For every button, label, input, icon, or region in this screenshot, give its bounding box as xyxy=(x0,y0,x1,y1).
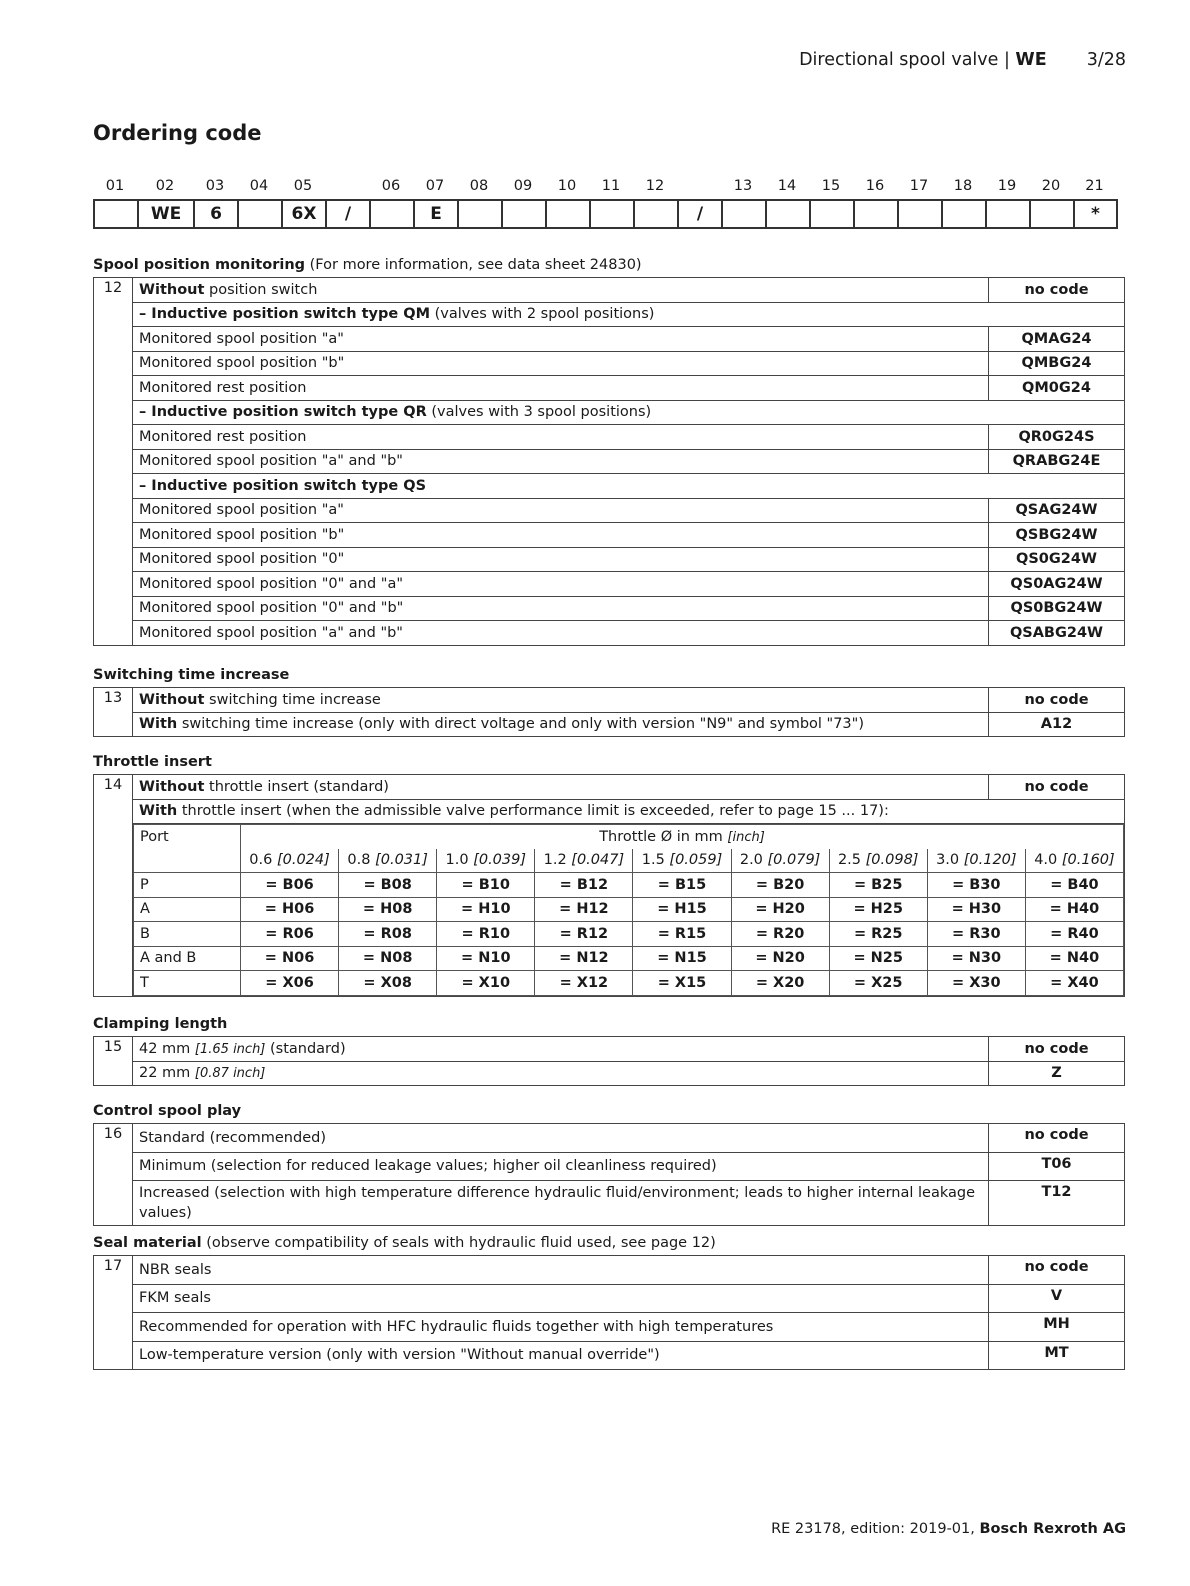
throttle-code: = N10 xyxy=(437,946,535,971)
throttle-code: = X20 xyxy=(731,971,829,996)
position-number: 11 xyxy=(601,178,621,194)
option-description: Monitored spool position "a" xyxy=(133,327,989,352)
throttle-code: = N40 xyxy=(1025,946,1123,971)
ordering-code-strip xyxy=(93,178,1118,229)
port-name: T xyxy=(134,971,241,996)
throttle-code: = B06 xyxy=(241,873,339,898)
option-description: Without position switch xyxy=(133,278,989,303)
throttle-code-table xyxy=(133,824,1124,996)
code-box xyxy=(635,201,679,227)
table-row xyxy=(134,873,1124,898)
option-description: FKM seals xyxy=(133,1284,989,1313)
position-number: 08 xyxy=(469,178,489,194)
option-code: QSABG24W xyxy=(989,621,1125,646)
table-row xyxy=(94,1256,1125,1285)
option-number: 16 xyxy=(94,1124,133,1226)
position-number: 12 xyxy=(645,178,665,194)
section-clamping-length xyxy=(93,1014,1125,1086)
throttle-code: = X12 xyxy=(535,971,633,996)
option-code: QRABG24E xyxy=(989,449,1125,474)
throttle-code: = H12 xyxy=(535,897,633,922)
option-code: QR0G24S xyxy=(989,425,1125,450)
option-description: With switching time increase (only with direct voltage and only with version "N9" and symbol "73") xyxy=(133,712,989,737)
option-description: Increased (selection with high temperature difference hydraulic fluid/environment; leads to higher internal leakage values) xyxy=(133,1181,989,1226)
option-code: MT xyxy=(989,1341,1125,1370)
diameter-value: 1.2 [0.047] xyxy=(535,849,633,873)
table-row xyxy=(134,971,1124,996)
position-number: 21 xyxy=(1085,178,1104,194)
throttle-table xyxy=(93,774,1125,997)
throttle-code: = H06 xyxy=(241,897,339,922)
table-row xyxy=(134,825,1124,849)
diameter-value: 1.0 [0.039] xyxy=(437,849,535,873)
option-group-heading: – Inductive position switch type QR (valves with 3 spool positions) xyxy=(133,400,1125,425)
option-description: Monitored spool position "0" and "b" xyxy=(133,596,989,621)
position-number xyxy=(677,178,721,199)
code-box xyxy=(371,201,415,227)
option-number: 15 xyxy=(94,1037,133,1086)
throttle-code: = H08 xyxy=(339,897,437,922)
port-name: B xyxy=(134,922,241,947)
option-group-heading: – Inductive position switch type QS xyxy=(133,474,1125,499)
table-row xyxy=(94,449,1125,474)
throttle-code: = H20 xyxy=(731,897,829,922)
throttle-code: = X40 xyxy=(1025,971,1123,996)
table-row xyxy=(94,327,1125,352)
code-box: 6 xyxy=(195,201,239,227)
throttle-code: = N08 xyxy=(339,946,437,971)
throttle-code: = R25 xyxy=(829,922,927,947)
throttle-code: = X15 xyxy=(633,971,731,996)
code-box xyxy=(855,201,899,227)
option-code: QS0BG24W xyxy=(989,596,1125,621)
option-code: QSAG24W xyxy=(989,498,1125,523)
table-row xyxy=(94,474,1125,499)
table-row xyxy=(94,824,1125,997)
option-code: T06 xyxy=(989,1152,1125,1181)
diameter-value: 0.6 [0.024] xyxy=(241,849,339,873)
option-description: Monitored spool position "a" and "b" xyxy=(133,449,989,474)
table-row xyxy=(134,946,1124,971)
document-title: Directional spool valve | WE xyxy=(799,50,1047,70)
throttle-code: = X10 xyxy=(437,971,535,996)
option-code: A12 xyxy=(989,712,1125,737)
position-number: 10 xyxy=(557,178,577,194)
position-number: 14 xyxy=(777,178,797,194)
section-title: Throttle insert xyxy=(93,754,212,770)
throttle-code: = B40 xyxy=(1025,873,1123,898)
diameter-value: 4.0 [0.160] xyxy=(1025,849,1123,873)
option-description: Minimum (selection for reduced leakage values; higher oil cleanliness required) xyxy=(133,1152,989,1181)
option-code: no code xyxy=(989,1256,1125,1285)
code-box xyxy=(503,201,547,227)
diameter-value: 0.8 [0.031] xyxy=(339,849,437,873)
code-box xyxy=(239,201,283,227)
option-code: no code xyxy=(989,775,1125,800)
throttle-code: = R10 xyxy=(437,922,535,947)
position-number: 07 xyxy=(425,178,445,194)
option-group-heading: – Inductive position switch type QM (valves with 2 spool positions) xyxy=(133,302,1125,327)
option-code: MH xyxy=(989,1313,1125,1342)
table-row xyxy=(94,1181,1125,1226)
code-box xyxy=(899,201,943,227)
table-row xyxy=(94,498,1125,523)
table-row xyxy=(94,1313,1125,1342)
throttle-code: = B15 xyxy=(633,873,731,898)
ordering-code-positions xyxy=(93,178,1118,199)
table-row xyxy=(94,376,1125,401)
position-number: 01 xyxy=(105,178,125,194)
throttle-code: = H40 xyxy=(1025,897,1123,922)
code-box: * xyxy=(1075,201,1118,227)
table-row xyxy=(94,621,1125,646)
table-row xyxy=(94,799,1125,824)
option-code: QM0G24 xyxy=(989,376,1125,401)
option-description: Monitored spool position "0" and "a" xyxy=(133,572,989,597)
throttle-code: = R06 xyxy=(241,922,339,947)
code-box: E xyxy=(415,201,459,227)
table-row xyxy=(94,351,1125,376)
option-description: Monitored spool position "a" xyxy=(133,498,989,523)
option-code: QSBG24W xyxy=(989,523,1125,548)
option-number: 14 xyxy=(94,775,133,997)
table-row xyxy=(94,712,1125,737)
option-code: QMBG24 xyxy=(989,351,1125,376)
throttle-code: = N30 xyxy=(927,946,1025,971)
table-row xyxy=(94,523,1125,548)
option-code: Z xyxy=(989,1061,1125,1086)
throttle-code: = N12 xyxy=(535,946,633,971)
diameter-value: 1.5 [0.059] xyxy=(633,849,731,873)
diameter-value: 3.0 [0.120] xyxy=(927,849,1025,873)
option-code: no code xyxy=(989,1037,1125,1062)
throttle-code: = B30 xyxy=(927,873,1025,898)
option-description: Low-temperature version (only with version "Without manual override") xyxy=(133,1341,989,1370)
code-box xyxy=(987,201,1031,227)
code-box xyxy=(591,201,635,227)
port-name: A xyxy=(134,897,241,922)
position-number: 16 xyxy=(865,178,885,194)
page-title: Ordering code xyxy=(93,121,262,145)
option-description: Recommended for operation with HFC hydraulic fluids together with high temperatures xyxy=(133,1313,989,1342)
position-number: 17 xyxy=(909,178,929,194)
section-spool-position-monitoring xyxy=(93,255,1125,646)
page-number: 3/28 xyxy=(1086,50,1126,70)
position-number: 19 xyxy=(997,178,1017,194)
option-code: no code xyxy=(989,278,1125,303)
table-row xyxy=(94,1341,1125,1370)
page-footer: RE 23178, edition: 2019-01, Bosch Rexroth AG xyxy=(771,1521,1126,1537)
table-row xyxy=(94,688,1125,713)
throttle-code: = X06 xyxy=(241,971,339,996)
throttle-code: = R20 xyxy=(731,922,829,947)
position-number: 05 xyxy=(293,178,313,194)
table-row xyxy=(94,775,1125,800)
position-number: 02 xyxy=(155,178,175,194)
table-row xyxy=(94,278,1125,303)
table-row xyxy=(94,1124,1125,1153)
option-description: Standard (recommended) xyxy=(133,1124,989,1153)
port-header: Port xyxy=(134,825,241,849)
option-description: Monitored spool position "0" xyxy=(133,547,989,572)
option-code: V xyxy=(989,1284,1125,1313)
position-number: 04 xyxy=(249,178,269,194)
throttle-code: = H15 xyxy=(633,897,731,922)
code-box xyxy=(547,201,591,227)
code-box xyxy=(723,201,767,227)
throttle-code: = B20 xyxy=(731,873,829,898)
position-number: 20 xyxy=(1041,178,1061,194)
option-description: 22 mm [0.87 inch] xyxy=(133,1061,989,1086)
code-box: 6X xyxy=(283,201,327,227)
section-control-spool-play xyxy=(93,1101,1125,1226)
throttle-code: = B08 xyxy=(339,873,437,898)
diameter-value: 2.0 [0.079] xyxy=(731,849,829,873)
position-number xyxy=(325,178,369,199)
spool-monitoring-table xyxy=(93,277,1125,646)
throttle-code: = N06 xyxy=(241,946,339,971)
position-number: 03 xyxy=(205,178,225,194)
table-row xyxy=(94,302,1125,327)
throttle-code: = N25 xyxy=(829,946,927,971)
option-description: 42 mm [1.65 inch] (standard) xyxy=(133,1037,989,1062)
section-title: Switching time increase xyxy=(93,667,290,683)
throttle-code: = X25 xyxy=(829,971,927,996)
code-box xyxy=(1031,201,1075,227)
table-row xyxy=(94,425,1125,450)
table-row xyxy=(94,1037,1125,1062)
section-title: Seal material (observe compatibility of seals with hydraulic fluid used, see page 12) xyxy=(93,1235,716,1251)
diameter-header: Throttle Ø in mm [inch] xyxy=(241,825,1124,849)
code-box xyxy=(943,201,987,227)
option-description: Monitored rest position xyxy=(133,376,989,401)
option-code: no code xyxy=(989,688,1125,713)
throttle-code: = R12 xyxy=(535,922,633,947)
switching-time-table xyxy=(93,687,1125,737)
port-name: P xyxy=(134,873,241,898)
code-box: / xyxy=(679,201,723,227)
throttle-code: = B10 xyxy=(437,873,535,898)
throttle-code: = R15 xyxy=(633,922,731,947)
option-description: Without switching time increase xyxy=(133,688,989,713)
control-spool-play-table xyxy=(93,1123,1125,1226)
position-number: 13 xyxy=(733,178,753,194)
table-row xyxy=(94,572,1125,597)
table-row xyxy=(94,1061,1125,1086)
code-box xyxy=(811,201,855,227)
option-code: QMAG24 xyxy=(989,327,1125,352)
throttle-code: = N20 xyxy=(731,946,829,971)
throttle-code: = R30 xyxy=(927,922,1025,947)
section-title: Clamping length xyxy=(93,1016,228,1032)
option-code: QS0G24W xyxy=(989,547,1125,572)
table-row xyxy=(134,922,1124,947)
table-row xyxy=(94,547,1125,572)
code-box xyxy=(459,201,503,227)
option-code: T12 xyxy=(989,1181,1125,1226)
option-number: 13 xyxy=(94,688,133,737)
code-box: WE xyxy=(139,201,195,227)
table-row xyxy=(134,897,1124,922)
table-row xyxy=(94,1284,1125,1313)
clamping-length-table xyxy=(93,1036,1125,1086)
throttle-code: = H30 xyxy=(927,897,1025,922)
option-description: Monitored rest position xyxy=(133,425,989,450)
code-box xyxy=(95,201,139,227)
option-code: QS0AG24W xyxy=(989,572,1125,597)
position-number: 06 xyxy=(381,178,401,194)
option-number: 17 xyxy=(94,1256,133,1370)
option-code: no code xyxy=(989,1124,1125,1153)
throttle-code: = H25 xyxy=(829,897,927,922)
throttle-code: = B12 xyxy=(535,873,633,898)
throttle-code: = R08 xyxy=(339,922,437,947)
section-seal-material xyxy=(93,1233,1125,1370)
throttle-code: = N15 xyxy=(633,946,731,971)
seal-material-table xyxy=(93,1255,1125,1370)
ordering-code-boxes xyxy=(93,199,1118,229)
position-number: 15 xyxy=(821,178,841,194)
throttle-code: = B25 xyxy=(829,873,927,898)
position-number: 18 xyxy=(953,178,973,194)
code-box xyxy=(767,201,811,227)
table-row xyxy=(94,400,1125,425)
section-title: Control spool play xyxy=(93,1103,242,1119)
section-title: Spool position monitoring (For more information, see data sheet 24830) xyxy=(93,257,642,273)
table-row xyxy=(94,1152,1125,1181)
page-header xyxy=(799,50,1126,70)
section-throttle-insert xyxy=(93,752,1125,997)
option-description: Monitored spool position "a" and "b" xyxy=(133,621,989,646)
throttle-code: = R40 xyxy=(1025,922,1123,947)
option-description: NBR seals xyxy=(133,1256,989,1285)
option-description: Monitored spool position "b" xyxy=(133,523,989,548)
table-row xyxy=(94,596,1125,621)
diameter-value: 2.5 [0.098] xyxy=(829,849,927,873)
option-description: Without throttle insert (standard) xyxy=(133,775,989,800)
port-name: A and B xyxy=(134,946,241,971)
option-number: 12 xyxy=(94,278,133,646)
code-box: / xyxy=(327,201,371,227)
section-switching-time-increase xyxy=(93,665,1125,737)
throttle-code: = X08 xyxy=(339,971,437,996)
throttle-code: = X30 xyxy=(927,971,1025,996)
position-number: 09 xyxy=(513,178,533,194)
option-description: With throttle insert (when the admissible valve performance limit is exceeded, refer to page 15 ... 17): xyxy=(133,799,1125,824)
table-row xyxy=(134,849,1124,873)
option-description: Monitored spool position "b" xyxy=(133,351,989,376)
throttle-code: = H10 xyxy=(437,897,535,922)
